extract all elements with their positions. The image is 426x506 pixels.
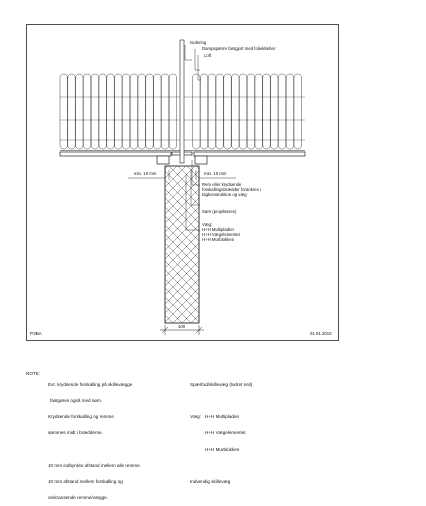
insulation-batt [91,74,98,149]
notes-body [48,371,141,506]
label-wall-type-3: H+H Murblokken [202,237,235,242]
insulation-batt [76,74,83,149]
wall-hatch-line [165,324,199,358]
description-wall-label: Væg: [190,414,201,420]
insulation-batt [200,74,207,149]
label-ceiling: Loft [204,53,212,58]
insulation-batt [224,74,231,149]
insulation-batt [239,74,246,149]
label-wall-type-2: H+H Vægelementet [202,232,240,237]
insulation-batt [169,74,176,149]
label-battens-1: Rem eller krydsende [202,182,242,187]
insulation-batt [107,74,114,149]
insulation-batt [208,74,215,149]
note-line: fastgøres også med søm. [50,398,103,404]
wall-hatch-line [165,333,199,367]
label-battens-2: forskallingsbrædder forankres i [202,187,261,192]
note-line: 10 mm afstand mellem forskalling og [48,479,123,485]
drawing-code: P3BA [30,331,42,336]
partition-wall [165,126,199,394]
insulation-batt [193,74,200,149]
label-insulation: Isolering [190,40,207,45]
insulation-batt [247,74,254,149]
insulation-batt [161,74,168,149]
description-block [190,371,252,490]
insulation-batt [154,74,161,149]
description-title: Spærfod/skillevæg (lodret snit) [190,381,253,387]
notes-heading: NOTE: [26,371,41,376]
insulation-batt [294,74,301,149]
label-battens-3: tagkonstruktion og væg [202,192,247,197]
wall-hatch-line [165,333,199,367]
insulation-batt [278,74,285,149]
insulation-batt [138,74,145,149]
insulation-batt [286,74,293,149]
insulation-batt [216,74,223,149]
label-min-right: min. 10 mm [204,171,227,176]
label-vapour-barrier: Dampspærre fastgjort med folieklæber [202,46,276,51]
description-wall-type: H+H Murblokken [205,446,240,452]
description-wall-type: H+H Vægelementet [205,430,246,436]
note-line: omkransende remme/vægge. [48,495,109,501]
label-wall-title: Væg: [202,222,213,227]
insulation-batt [130,74,137,149]
note-line [48,447,141,452]
insulation-batt [271,74,278,149]
description-footer: Indvendig skillevæg [190,479,231,485]
insulation-batt [115,74,122,149]
wall-hatch-line [165,324,199,358]
insulation-batt [263,74,270,149]
note-line: Evt. krydsende forskalling på skillevægge [48,381,133,387]
note-line: Krydsende forskalling og remme [48,414,114,420]
label-wall-type-1: H+H Multipladen [202,227,234,232]
note-line: 10 mm indbyrdes afstand mellem alle remme. [48,462,141,468]
description-wall-row [190,414,252,419]
insulation-batt [255,74,262,149]
insulation-batt [146,74,153,149]
description-wall-type: H+H Multipladen [204,414,240,420]
note-line: sømmes midt i brædderne. [48,430,103,436]
insulation-batt [122,74,129,149]
label-min-left: min. 10 mm [134,171,157,176]
label-joint: Søm (projekteres) [202,209,237,214]
insulation-batt [232,74,239,149]
insulation-batt [60,74,67,149]
insulation-batt [99,74,106,149]
insulation-batt [83,74,90,149]
insulation-batt [68,74,75,149]
drawing-date: 01.01.2010 [310,331,332,336]
center-strip [180,40,184,163]
label-dim-100: 100 [178,324,186,329]
